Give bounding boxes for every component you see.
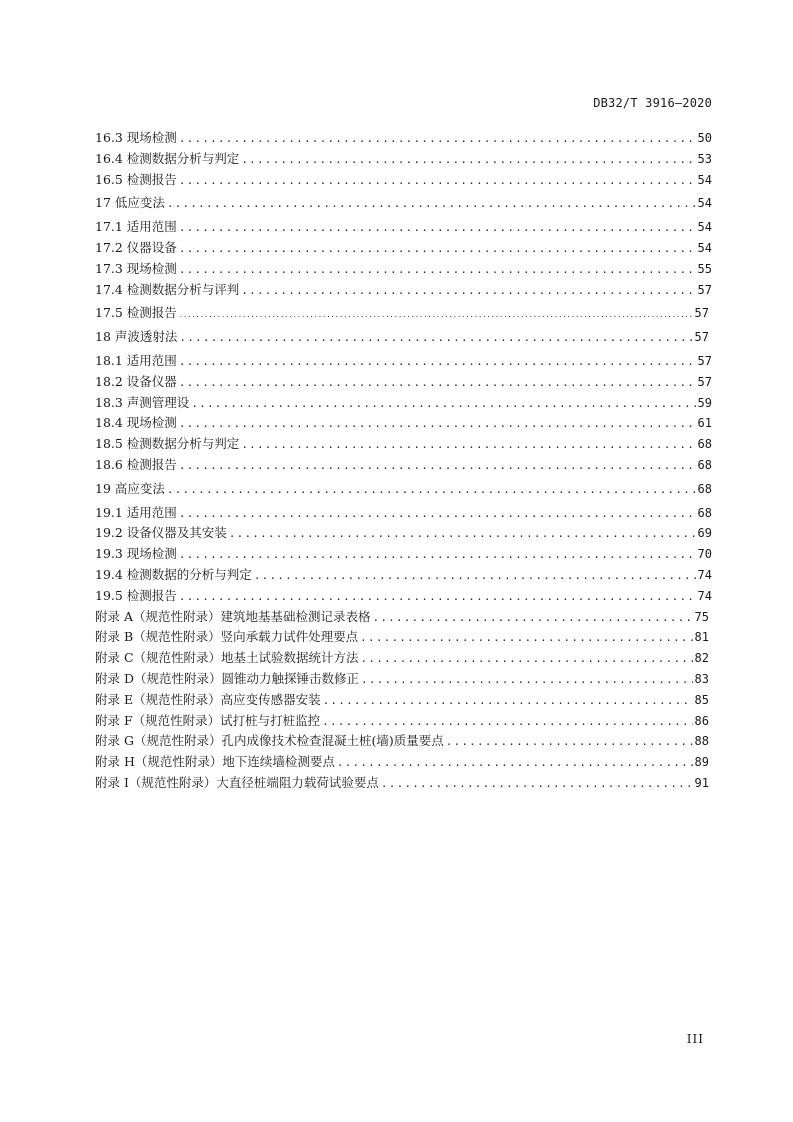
toc-page: 74: [697, 567, 712, 582]
toc-label: 16.4 检测数据分析与判定: [95, 150, 240, 166]
toc-leader: [179, 590, 696, 603]
toc-page: 57: [694, 306, 709, 321]
toc-page: 82: [694, 651, 709, 666]
toc-label: 附录 H（规范性附录）地下连续墙检测要点: [95, 754, 335, 770]
toc-label: 附录 F（规范性附录）试打桩与打桩监控: [95, 712, 321, 728]
toc-label: 附录 E（规范性附录）高应变传感器安装: [95, 691, 321, 707]
toc-label: 18.1 适用范围: [95, 352, 177, 368]
toc-label: 17 低应变法: [95, 195, 165, 211]
toc-label: 17.4 检测数据分析与评判: [95, 281, 240, 297]
toc-page: 54: [697, 172, 712, 187]
toc-label: 19.2 设备仪器及其安装: [95, 525, 227, 541]
toc-page: 54: [697, 240, 712, 255]
toc-leader: [179, 459, 696, 472]
toc-page: 68: [697, 437, 712, 452]
toc-leader: [446, 735, 693, 748]
toc-label: 19.3 现场检测: [95, 546, 177, 562]
toc-label: 17.2 仪器设备: [95, 239, 177, 255]
toc-leader: [179, 548, 696, 561]
toc-leader: [179, 132, 696, 145]
toc-page: 57: [697, 353, 712, 368]
toc-page: 57: [697, 282, 712, 297]
toc-page: 75: [694, 609, 709, 624]
toc-leader: [179, 507, 696, 520]
toc-label: 19 高应变法: [95, 480, 165, 496]
toc-label: 附录 D（规范性附录）圆锥动力触探锤击数修正: [95, 670, 359, 686]
toc-page: 88: [694, 734, 709, 749]
toc-leader: [167, 197, 696, 210]
toc-label: 18.2 设备仪器: [95, 373, 177, 389]
toc-page: 57: [697, 374, 712, 389]
toc-leader: [179, 311, 693, 319]
toc-entry[interactable]: [95, 731, 712, 752]
toc-entry[interactable]: [95, 752, 712, 773]
toc-leader: [381, 777, 693, 790]
toc-entry[interactable]: [95, 503, 712, 524]
toc-leader: [361, 673, 693, 686]
toc-entry[interactable]: [95, 711, 712, 732]
toc-label: 19.1 适用范围: [95, 504, 177, 520]
toc-entry[interactable]: [95, 690, 712, 711]
toc-entry[interactable]: [95, 372, 712, 393]
toc-entry[interactable]: [95, 193, 712, 214]
toc-leader: [360, 631, 692, 644]
toc-label: 16.5 检测报告: [95, 171, 177, 187]
toc-leader: [179, 417, 696, 430]
toc-label: 17.3 现场检测: [95, 260, 177, 276]
toc-entry[interactable]: [95, 259, 712, 280]
toc-leader: [179, 242, 696, 255]
toc-leader: [179, 355, 696, 368]
toc-page: 74: [697, 588, 712, 603]
toc-leader: [179, 174, 696, 187]
toc-label: 18.6 检测报告: [95, 456, 177, 472]
toc-leader: [373, 611, 693, 624]
toc-page: 70: [697, 547, 712, 562]
toc-leader: [241, 153, 695, 166]
toc-entry[interactable]: [95, 149, 712, 170]
toc-page: 54: [697, 196, 712, 211]
toc-entry[interactable]: [95, 303, 712, 324]
toc-page: 53: [697, 151, 712, 166]
toc-page: 83: [694, 671, 709, 686]
toc-leader: [179, 221, 696, 234]
toc-entry[interactable]: [95, 434, 712, 455]
toc-entry[interactable]: [95, 544, 712, 565]
toc-label: 附录 I（规范性附录）大直径桩端阻力载荷试验要点: [95, 774, 379, 790]
toc-leader: [241, 284, 695, 297]
toc-leader: [179, 376, 696, 389]
toc-entry[interactable]: [95, 523, 712, 544]
toc-entry[interactable]: [95, 607, 712, 628]
toc-label: 附录 A（规范性附录）建筑地基基础检测记录表格: [95, 608, 371, 624]
toc-page: 54: [697, 220, 712, 235]
toc-page: 85: [694, 692, 709, 707]
toc-label: 18.3 声测管理设: [95, 394, 190, 410]
page-number: III: [686, 1032, 704, 1046]
table-of-contents: [95, 128, 712, 794]
toc-entry[interactable]: [95, 648, 712, 669]
toc-leader: [179, 263, 696, 276]
toc-leader: [167, 483, 696, 496]
toc-entry[interactable]: [95, 238, 712, 259]
toc-entry[interactable]: [95, 351, 712, 372]
toc-page: 68: [697, 505, 712, 520]
toc-label: 17.1 适用范围: [95, 219, 177, 235]
toc-label: 18 声波透射法: [95, 329, 178, 345]
toc-entry[interactable]: [95, 565, 712, 586]
toc-label: 附录 G（规范性附录）孔内成像技术检查混凝土桩(墙)质量要点: [95, 733, 444, 749]
toc-entry[interactable]: [95, 170, 712, 191]
toc-label: 16.3 现场检测: [95, 130, 177, 145]
toc-label: 19.5 检测报告: [95, 587, 177, 603]
toc-leader: [229, 527, 696, 540]
toc-leader: [254, 569, 696, 582]
toc-entry[interactable]: [95, 455, 712, 476]
toc-entry[interactable]: [95, 669, 712, 690]
toc-page: 55: [697, 261, 712, 276]
toc-entry[interactable]: [95, 217, 712, 238]
toc-entry[interactable]: [95, 327, 712, 348]
toc-label: 附录 B（规范性附录）竖向承载力试件处理要点: [95, 629, 359, 645]
toc-page: 89: [694, 755, 709, 770]
toc-leader: [361, 652, 693, 665]
toc-label: 17.5 检测报告: [95, 305, 177, 321]
toc-leader: [323, 694, 693, 707]
toc-page: 69: [697, 526, 712, 541]
toc-page: 57: [694, 330, 709, 345]
toc-leader: [179, 331, 692, 344]
toc-entry[interactable]: [95, 393, 712, 414]
toc-leader: [337, 756, 693, 769]
toc-page: 81: [694, 630, 709, 645]
toc-entry[interactable]: [95, 479, 712, 500]
toc-page: 59: [697, 395, 712, 410]
toc-entry[interactable]: [95, 586, 712, 607]
toc-entry[interactable]: [95, 280, 712, 301]
toc-entry[interactable]: [95, 773, 712, 794]
toc-leader: [322, 715, 692, 728]
toc-page: 61: [697, 416, 712, 431]
toc-page: 50: [697, 131, 712, 145]
toc-label: 18.5 检测数据分析与判定: [95, 436, 240, 452]
toc-page: 68: [697, 457, 712, 472]
toc-leader: [241, 438, 695, 451]
toc-entry[interactable]: [95, 413, 712, 434]
toc-label: 19.4 检测数据的分析与判定: [95, 566, 252, 582]
toc-page: 91: [694, 775, 709, 790]
toc-entry[interactable]: [95, 128, 712, 149]
toc-page: 68: [697, 481, 712, 496]
toc-page: 86: [694, 713, 709, 728]
document-code: DB32/T 3916—2020: [593, 96, 712, 110]
toc-entry[interactable]: [95, 627, 712, 648]
toc-label: 附录 C（规范性附录）地基土试验数据统计方法: [95, 650, 359, 666]
toc-leader: [191, 397, 695, 410]
toc-label: 18.4 现场检测: [95, 415, 177, 431]
